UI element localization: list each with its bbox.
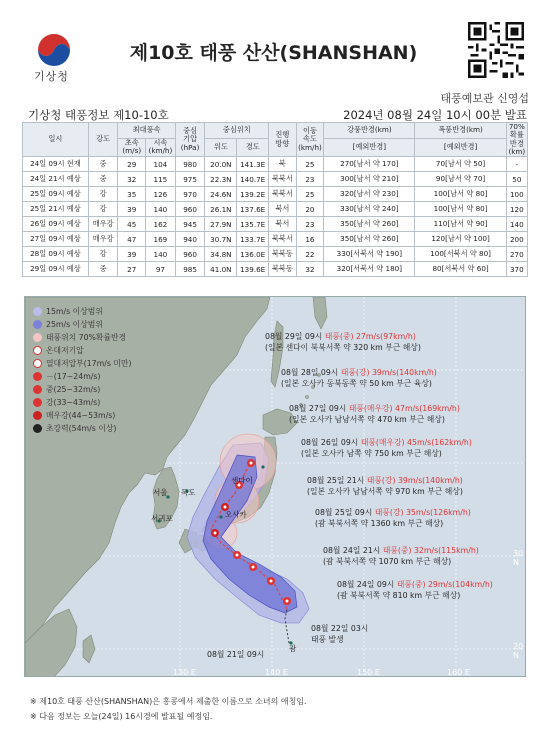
cell-direction: 북서 bbox=[269, 202, 297, 217]
agency-name: 기상청 bbox=[34, 70, 69, 83]
cell-strong-radius: 350[남서 약 260] bbox=[324, 217, 415, 232]
annotation-time: 08월 26일 09시 bbox=[301, 438, 359, 447]
cell-direction: 북북서 bbox=[269, 232, 297, 247]
annotation-intensity: 태풍(중) 27m/s(97km/h) bbox=[324, 332, 416, 341]
annotation-location: (일본 오사카 남남서쪽 약 970 km 부근 해상) bbox=[307, 487, 463, 496]
table-row bbox=[23, 202, 528, 217]
cell-lat: 26.1N bbox=[205, 202, 237, 217]
axis-lon-160: 160 E bbox=[447, 668, 470, 677]
typhoon-marker bbox=[247, 459, 255, 467]
cell-direction: 북서 bbox=[269, 217, 297, 232]
cell-intensity: 중 bbox=[88, 262, 118, 277]
cell-speed: 23 bbox=[296, 172, 324, 187]
cell-prob-radius: 140 bbox=[506, 217, 527, 232]
annotation-time: 08월 29일 09시 bbox=[265, 332, 323, 341]
legend-label: 중(25~32m/s) bbox=[46, 384, 101, 394]
cell-time: 25일 21시 예상 bbox=[23, 202, 89, 217]
axis-lon-150: 150 E bbox=[357, 668, 380, 677]
legend-label: 온대저기압 bbox=[46, 345, 84, 355]
typhoon-marker bbox=[283, 597, 291, 605]
cell-time: 28일 09시 예상 bbox=[23, 247, 89, 262]
cell-wind-ms: 39 bbox=[118, 247, 146, 262]
cell-strong-radius: 350[남서 약 260] bbox=[324, 232, 415, 247]
cell-lon: 139.6E bbox=[237, 262, 269, 277]
cell-lon: 135.7E bbox=[237, 217, 269, 232]
cell-pressure: 940 bbox=[175, 232, 205, 247]
legend-label: 15m/s 이상범위 bbox=[46, 306, 103, 316]
cell-time: 27일 09시 예상 bbox=[23, 232, 89, 247]
table-row bbox=[23, 232, 528, 247]
cell-pressure: 985 bbox=[175, 262, 205, 277]
page-title: 제10호 태풍 산산(SHANSHAN) bbox=[129, 42, 418, 64]
track-map bbox=[24, 296, 526, 677]
cell-speed: 32 bbox=[296, 262, 324, 277]
header-center: 중심위치 bbox=[205, 123, 269, 139]
annotation-location: (괌 북북서쪽 약 1070 km 부근 해상) bbox=[323, 557, 452, 566]
cell-lat: 27.9N bbox=[205, 217, 237, 232]
header-lon: 경도 bbox=[237, 138, 269, 156]
legend-item bbox=[33, 409, 132, 422]
cell-speed: 20 bbox=[296, 202, 324, 217]
cell-intensity: 중 bbox=[88, 172, 118, 187]
place-seoul: 서울 bbox=[153, 488, 168, 497]
legend-item bbox=[33, 305, 132, 318]
place-dokdo: 독도 bbox=[181, 488, 196, 497]
header-time: 일시 bbox=[23, 123, 89, 157]
legend-symbol-icon bbox=[33, 398, 42, 407]
header-direction: 진행 방향 bbox=[269, 123, 297, 157]
bulletin-meta bbox=[22, 107, 527, 123]
track-annotation bbox=[289, 403, 460, 425]
cell-speed: 25 bbox=[296, 157, 324, 172]
genesis-time: 08월 22일 03시 bbox=[311, 624, 369, 633]
annotation-time: 08월 25일 21시 bbox=[307, 476, 365, 485]
cell-storm-radius: 100[남서 약 80] bbox=[415, 187, 506, 202]
annotation-location: (일본 오사카 남남서쪽 약 470 km 부근 해상) bbox=[289, 415, 445, 424]
place-osaka: 오사카 bbox=[225, 510, 247, 519]
cell-pressure: 980 bbox=[175, 157, 205, 172]
table-row bbox=[23, 247, 528, 262]
legend-item bbox=[33, 396, 132, 409]
place-jeju: 서귀포 bbox=[151, 514, 173, 523]
track-start-label: 08월 21일 09시 bbox=[207, 650, 265, 659]
annotation-time: 08월 25일 09시 bbox=[315, 508, 373, 517]
table-row bbox=[23, 262, 528, 277]
cell-prob-radius: 120 bbox=[506, 202, 527, 217]
legend-item bbox=[33, 331, 132, 344]
cell-time: 24일 21시 예상 bbox=[23, 172, 89, 187]
typhoon-marker bbox=[211, 529, 219, 537]
cell-wind-ms: 39 bbox=[118, 202, 146, 217]
cell-lat: 41.0N bbox=[205, 262, 237, 277]
cell-speed: 22 bbox=[296, 247, 324, 262]
cell-direction: 북북동 bbox=[269, 247, 297, 262]
header-pressure: 중심 기압 (hPa) bbox=[175, 123, 205, 157]
legend-label: 열대저압부(17m/s 미만) bbox=[46, 358, 132, 368]
cell-speed: 16 bbox=[296, 232, 324, 247]
header-storm-radius: 폭풍반경(km) bbox=[415, 123, 506, 139]
typhoon-marker bbox=[249, 563, 257, 571]
map-legend bbox=[33, 305, 132, 435]
footnotes bbox=[30, 694, 307, 724]
cell-strong-radius: 330[서북서 약 190] bbox=[324, 247, 415, 262]
cell-direction: 북 bbox=[269, 157, 297, 172]
footnote-next-bulletin: ※ 다음 정보는 오늘(24일) 16시경에 발표될 예정임. bbox=[30, 712, 213, 721]
header-prob-radius: 70% 확률 반경 (km) bbox=[506, 123, 527, 157]
cell-storm-radius: 110[남서 약 90] bbox=[415, 217, 506, 232]
cell-storm-radius: 120[남서 약 100] bbox=[415, 232, 506, 247]
cell-wind-ms: 29 bbox=[118, 157, 146, 172]
cell-time: 25일 09시 예상 bbox=[23, 187, 89, 202]
header-intensity: 강도 bbox=[88, 123, 118, 157]
annotation-time: 08월 24일 21시 bbox=[323, 546, 381, 555]
axis-lon-140: 140 E bbox=[265, 668, 288, 677]
legend-symbol-icon bbox=[33, 320, 42, 329]
cell-lat: 22.3N bbox=[205, 172, 237, 187]
cell-wind-kmh: 126 bbox=[146, 187, 176, 202]
annotation-location: (일본 오사카 남쪽 약 750 km 부근 해상) bbox=[301, 449, 442, 458]
cell-wind-ms: 35 bbox=[118, 187, 146, 202]
cell-direction: 북북서 bbox=[269, 172, 297, 187]
cell-wind-kmh: 115 bbox=[146, 172, 176, 187]
cell-prob-radius: 50 bbox=[506, 172, 527, 187]
legend-item bbox=[33, 357, 132, 370]
legend-label: 25m/s 이상범위 bbox=[46, 319, 103, 329]
legend-symbol-icon bbox=[33, 385, 42, 394]
annotation-location: (일본 오사카 동북동쪽 약 50 km 부근 육상) bbox=[281, 379, 432, 388]
cell-speed: 23 bbox=[296, 217, 324, 232]
cell-intensity: 강 bbox=[88, 187, 118, 202]
annotation-intensity: 태풍(강) 35m/s(126km/h) bbox=[374, 508, 471, 517]
table-row bbox=[23, 172, 528, 187]
legend-label: 태풍위치 70%확률반경 bbox=[46, 332, 127, 342]
cell-speed: 25 bbox=[296, 187, 324, 202]
annotation-intensity: 태풍(중) 29m/s(104km/h) bbox=[396, 580, 493, 589]
legend-symbol-icon bbox=[33, 424, 42, 433]
track-annotation bbox=[265, 331, 421, 353]
cell-prob-radius: 100 bbox=[506, 187, 527, 202]
annotation-intensity: 태풍(중) 32m/s(115km/h) bbox=[382, 546, 479, 555]
track-annotation bbox=[301, 437, 472, 459]
place-guam: 괌 bbox=[289, 644, 297, 653]
cell-pressure: 970 bbox=[175, 187, 205, 202]
table-row bbox=[23, 187, 528, 202]
typhoon-marker bbox=[233, 551, 241, 559]
track-annotation bbox=[323, 545, 479, 567]
header-strong-radius: 강풍반경(km) bbox=[324, 123, 415, 139]
legend-label: 매우강(44~53m/s) bbox=[46, 410, 116, 420]
cell-lon: 141.3E bbox=[237, 157, 269, 172]
cell-prob-radius: 200 bbox=[506, 232, 527, 247]
axis-lat-20: 20 N bbox=[513, 642, 524, 660]
cell-strong-radius: 330[남서 약 240] bbox=[324, 202, 415, 217]
annotation-intensity: 태풍(강) 39m/s(140km/h) bbox=[366, 476, 463, 485]
genesis-text: 태풍 발생 bbox=[311, 635, 344, 644]
header-max-wind: 최대풍속 bbox=[118, 123, 175, 139]
cell-lon: 140.7E bbox=[237, 172, 269, 187]
cell-intensity: 중 bbox=[88, 157, 118, 172]
table-row bbox=[23, 217, 528, 232]
header-strong-radius-sub: [예외반경] bbox=[324, 138, 415, 156]
cell-pressure: 960 bbox=[175, 247, 205, 262]
cell-wind-kmh: 104 bbox=[146, 157, 176, 172]
cell-lat: 30.7N bbox=[205, 232, 237, 247]
document-header bbox=[0, 0, 547, 105]
axis-lat-30: 30 N bbox=[513, 549, 524, 567]
table-row bbox=[23, 157, 528, 172]
annotation-intensity: 태풍(강) 39m/s(140km/h) bbox=[340, 368, 437, 377]
cell-time: 29일 09시 예상 bbox=[23, 262, 89, 277]
cell-storm-radius: 80[서북서 약 60] bbox=[415, 262, 506, 277]
cell-lon: 133.7E bbox=[237, 232, 269, 247]
cell-lat: 24.6N bbox=[205, 187, 237, 202]
cell-intensity: 강 bbox=[88, 202, 118, 217]
cell-storm-radius: 100[남서 약 80] bbox=[415, 202, 506, 217]
legend-label: 강(33~43m/s) bbox=[46, 397, 101, 407]
bulletin-id: 기상청 태풍정보 제10-10호 bbox=[28, 108, 169, 122]
legend-symbol-icon bbox=[33, 411, 42, 420]
header-wind-ms: 초속 (m/s) bbox=[118, 138, 146, 156]
axis-lon-130: 130 E bbox=[173, 668, 196, 677]
cell-wind-ms: 47 bbox=[118, 232, 146, 247]
cell-pressure: 975 bbox=[175, 172, 205, 187]
cell-wind-kmh: 169 bbox=[146, 232, 176, 247]
cell-storm-radius: 100[서북서 약 80] bbox=[415, 247, 506, 262]
cell-lon: 139.2E bbox=[237, 187, 269, 202]
cell-intensity: 강 bbox=[88, 247, 118, 262]
genesis-label bbox=[311, 623, 368, 645]
legend-symbol-icon bbox=[33, 372, 42, 381]
cell-wind-kmh: 140 bbox=[146, 247, 176, 262]
cell-strong-radius: 300[남서 약 210] bbox=[324, 172, 415, 187]
header-wind-kmh: 시속 (km/h) bbox=[146, 138, 176, 156]
typhoon-marker bbox=[267, 577, 275, 585]
forecast-table bbox=[22, 122, 528, 277]
legend-item bbox=[33, 318, 132, 331]
legend-item bbox=[33, 370, 132, 383]
track-annotation bbox=[315, 507, 471, 529]
header-speed: 이동 속도 (km/h) bbox=[296, 123, 324, 157]
track-annotation bbox=[337, 579, 493, 601]
bulletin-issued: 2024년 08월 24일 10시 00분 발표 bbox=[343, 108, 527, 122]
legend-symbol-icon bbox=[33, 307, 42, 316]
cell-storm-radius: 70[남서 약 50] bbox=[415, 157, 506, 172]
cell-wind-ms: 32 bbox=[118, 172, 146, 187]
cell-storm-radius: 90[남서 약 70] bbox=[415, 172, 506, 187]
cell-lon: 136.0E bbox=[237, 247, 269, 262]
cell-strong-radius: 320[남서 약 230] bbox=[324, 187, 415, 202]
cell-lon: 137.6E bbox=[237, 202, 269, 217]
cell-direction: 북북동 bbox=[269, 262, 297, 277]
track-annotation bbox=[307, 475, 463, 497]
legend-item bbox=[33, 422, 132, 435]
cell-lat: 20.0N bbox=[205, 157, 237, 172]
cell-prob-radius: - bbox=[506, 157, 527, 172]
legend-item bbox=[33, 383, 132, 396]
cell-wind-kmh: 140 bbox=[146, 202, 176, 217]
annotation-location: (일본 센다이 북북서쪽 약 320 km 부근 해상) bbox=[265, 343, 421, 352]
cell-prob-radius: 370 bbox=[506, 262, 527, 277]
cell-pressure: 960 bbox=[175, 202, 205, 217]
annotation-location: (괌 북북서쪽 약 1360 km 부근 해상) bbox=[315, 519, 444, 528]
qr-code-icon bbox=[468, 22, 524, 78]
footnote-name-origin: ※ 제10호 태풍 산산(SHANSHAN)은 홍콩에서 제출한 이름으로 소녀의 애칭임. bbox=[30, 697, 307, 706]
annotation-time: 08월 24일 09시 bbox=[337, 580, 395, 589]
header-lat: 위도 bbox=[205, 138, 237, 156]
legend-symbol-icon bbox=[33, 333, 42, 342]
annotation-time: 08월 27일 09시 bbox=[289, 404, 347, 413]
cell-intensity: 매우강 bbox=[88, 217, 118, 232]
cell-wind-ms: 45 bbox=[118, 217, 146, 232]
legend-label: －(17~24m/s) bbox=[46, 371, 101, 381]
cell-direction: 북북서 bbox=[269, 187, 297, 202]
cell-time: 26일 09시 예상 bbox=[23, 217, 89, 232]
annotation-intensity: 태풍(매우강) 45m/s(162km/h) bbox=[360, 438, 472, 447]
forecast-table-body bbox=[23, 157, 528, 277]
legend-label: 초강력(54m/s 이상) bbox=[46, 423, 117, 433]
cell-prob-radius: 270 bbox=[506, 247, 527, 262]
cell-wind-kmh: 97 bbox=[146, 262, 176, 277]
annotation-location: (괌 북북서쪽 약 810 km 부근 해상) bbox=[337, 591, 461, 600]
legend-symbol-icon bbox=[33, 346, 42, 355]
annotation-time: 08월 28일 09시 bbox=[281, 368, 339, 377]
cell-time: 24일 09시 현재 bbox=[23, 157, 89, 172]
cell-intensity: 매우강 bbox=[88, 232, 118, 247]
place-sendai: 센다이 bbox=[231, 476, 253, 485]
header-storm-radius-sub: [예외반경] bbox=[415, 138, 506, 156]
legend-item bbox=[33, 344, 132, 357]
cell-lat: 34.8N bbox=[205, 247, 237, 262]
annotation-intensity: 태풍(매우강) 47m/s(169km/h) bbox=[348, 404, 460, 413]
track-annotation bbox=[281, 367, 437, 389]
forecaster-name: 태풍예보관 신영섭 bbox=[440, 92, 529, 105]
cell-strong-radius: 320[서북서 약 180] bbox=[324, 262, 415, 277]
cell-strong-radius: 270[남서 약 170] bbox=[324, 157, 415, 172]
cell-pressure: 945 bbox=[175, 217, 205, 232]
cell-wind-kmh: 162 bbox=[146, 217, 176, 232]
legend-symbol-icon bbox=[33, 359, 42, 368]
cell-wind-ms: 27 bbox=[118, 262, 146, 277]
